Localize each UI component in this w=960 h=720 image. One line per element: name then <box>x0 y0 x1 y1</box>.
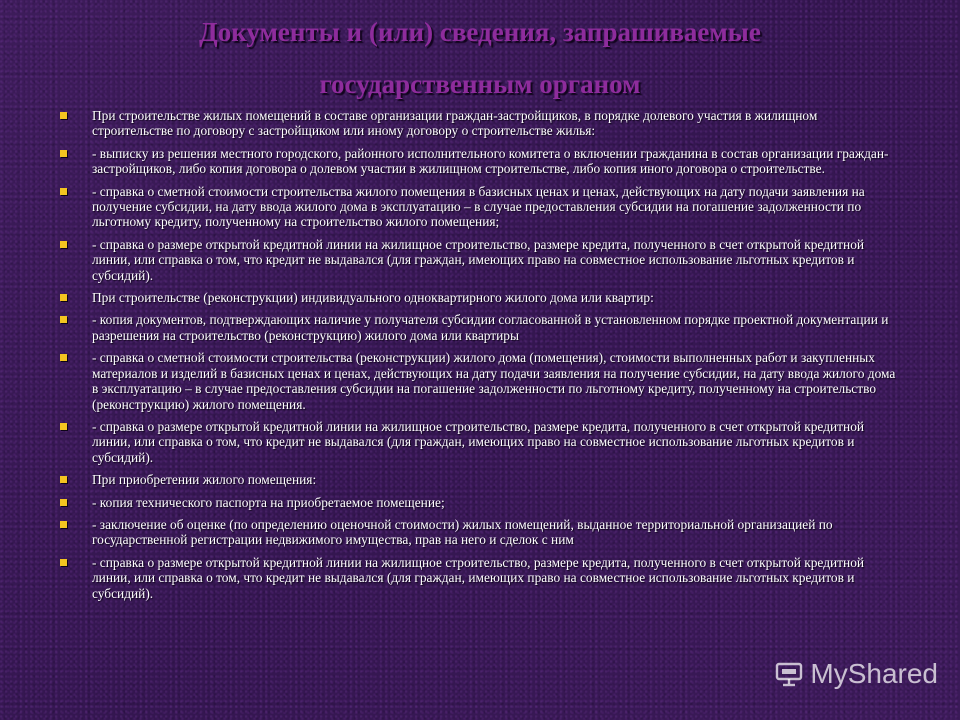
slide-title-line-1: Документы и (или) сведения, запрашиваемые <box>199 17 761 47</box>
list-item <box>56 472 898 487</box>
square-bullet-icon <box>60 354 67 361</box>
list-item <box>56 108 898 139</box>
list-item <box>56 419 898 465</box>
watermark-text: MyShared <box>810 658 938 689</box>
slide-title-line-2: государственным органом <box>319 69 641 99</box>
slide-title <box>0 6 960 110</box>
square-bullet-icon <box>60 521 67 528</box>
list-item <box>56 290 898 305</box>
square-bullet-icon <box>60 112 67 119</box>
list-item-text: При строительстве (реконструкции) индивидуального одноквартирного жилого дома или квартир: <box>92 290 654 306</box>
list-item-text: - справка о размере открытой кредитной линии на жилищное строительство, размере кредита, полученного в счет открытой кредитной линии, или справка о том, что кредит не выдавался (для граждан, имеющих право на совместное использование льготных кредитов и субсидий). <box>92 236 865 283</box>
list-item-text: - выписку из решения местного городского, районного исполнительного комитета о включении гражданина в состав организации граждан-застройщиков, либо копия договора о долевом участии в жилищном строительстве, либо копия иного договора о строительстве. <box>92 145 889 177</box>
list-item <box>56 555 898 601</box>
square-bullet-icon <box>60 476 67 483</box>
list-item-text: - справка о сметной стоимости строительства жилого помещения в базисных ценах и ценах, действующих на дату подачи заявления на получение субсидии, на дату ввода жилого дома в эксплуатацию – в случае предоставления субсидии на погашение задолженности по льготному кредиту, полученному на строительство жилого помещения; <box>92 183 865 230</box>
square-bullet-icon <box>60 316 67 323</box>
square-bullet-icon <box>60 294 67 301</box>
list-item-text: - справка о размере открытой кредитной линии на жилищное строительство, размере кредита, полученного в счет открытой кредитной линии, или справка о том, что кредит не выдавался (для граждан, имеющих право на совместное использование льготных кредитов и субсидий). <box>92 554 865 601</box>
list-item-text: - справка о размере открытой кредитной линии на жилищное строительство, размере кредита, полученного в счет открытой кредитной линии, или справка о том, что кредит не выдавался (для граждан, имеющих право на совместное использование льготных кредитов и субсидий). <box>92 418 865 465</box>
list-item-text: - копия технического паспорта на приобретаемое помещение; <box>92 494 445 510</box>
list-item <box>56 312 898 343</box>
list-item <box>56 495 898 510</box>
list-item-text: При приобретении жилого помещения: <box>92 472 317 488</box>
square-bullet-icon <box>60 188 67 195</box>
document-list <box>56 108 898 608</box>
list-item-text: - копия документов, подтверждающих наличие у получателя субсидии согласованной в установленном порядке проектной документации и разрешения на строительство (реконструкцию) жилого дома или квартиры <box>92 312 889 343</box>
square-bullet-icon <box>60 241 67 248</box>
square-bullet-icon <box>60 499 67 506</box>
list-item <box>56 350 898 412</box>
list-item-text: - заключение об оценке (по определению оценочной стоимости) жилых помещений, выданное территориальной организацией по государственной регистрации недвижимого имущества, прав на него и сделок с ним <box>92 516 833 548</box>
list-item <box>56 184 898 230</box>
list-item <box>56 237 898 283</box>
square-bullet-icon <box>60 559 67 566</box>
list-item <box>56 146 898 177</box>
projector-screen-icon <box>774 659 804 689</box>
list-item <box>56 517 898 548</box>
square-bullet-icon <box>60 423 67 430</box>
square-bullet-icon <box>60 150 67 157</box>
list-item-text: При строительстве жилых помещений в составе организации граждан-застройщиков, в порядке долевого участия в жилищном строительстве по договору с застройщиком или иному договору о строительстве жилья: <box>92 108 818 139</box>
myshared-watermark <box>774 658 938 690</box>
list-item-text: - справка о сметной стоимости строительства (реконструкции) жилого дома (помещения), стоимости выполненных работ и закупленных материалов и изделий в базисных ценах и ценах, действующих на дату подачи заявления на получение субсидии, на дату ввода жилого дома в эксплуатацию – в случае предоставления субсидии на погашение задолженности по льготному кредиту, полученному на строительство (реконструкцию) жилого помещения. <box>92 350 896 412</box>
